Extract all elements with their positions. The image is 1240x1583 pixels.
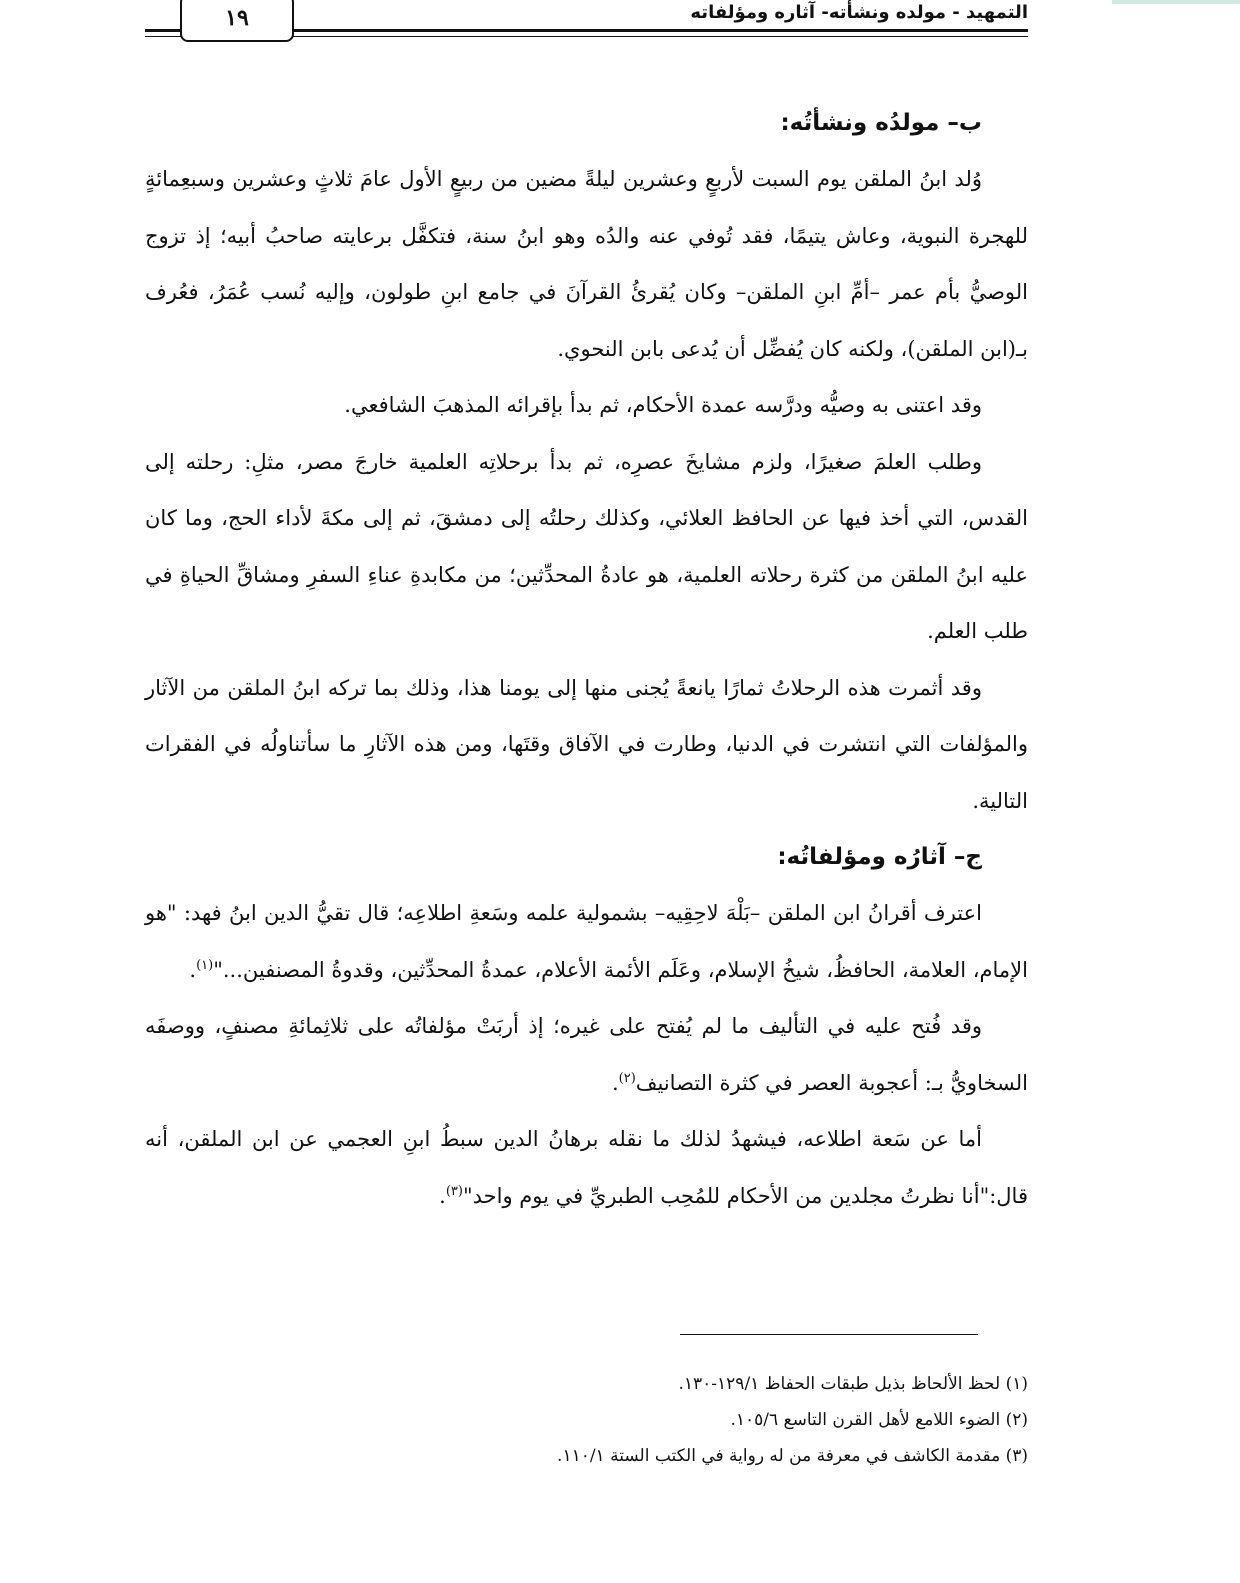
paragraph: وطلب العلمَ صغيرًا، ولزم مشايخَ عصرِه، ثم بدأ برحلاتِه العلمية خارجَ مصر، مثلِ: رحلته إلى القدس، التي أخذ فيها عن الحافظ العلائي، وكذلك رحلتُه إلى دمشقَ، ثم إلى مكةَ لأداء الحج، وما كان عليه ابنُ الملقن من كثرة رحلاته العلمية، هو عادةُ المحدِّثين؛ من مكابدةِ عناءِ السفرِ ومشاقِّ الحياةِ في طلب العلم. — [145, 449, 1028, 643]
paragraph: وقد أثمرت هذه الرحلاتُ ثمارًا يانعةً يُجنى منها إلى يومنا هذا، وذلك بما تركه ابنُ الملقن من الآثار والمؤلفات التي انتشرت في الدنيا، وطارت في الآفاق وقتَها، ومن هذه الآثارِ ما سأتناولُه في الفقرات التالية. — [145, 675, 1028, 813]
footnote-separator — [680, 1334, 978, 1335]
running-header — [145, 0, 1028, 40]
paragraph: وقد اعتنى به وصيُّه ودرَّسه عمدة الأحكام، ثم بدأ بإقرائه المذهبَ الشافعي. — [344, 393, 982, 417]
paragraph-text: اعترف أقرانُ ابن الملقن –بَلْهَ لاحِقِيه– بشمولية علمه وسَعةِ اطلاعِه؛ قال تقيُّ الدين ابنُ فهد: "هو الإمام، العلامة، الحافظُ، شيخُ الإسلام، وعَلَم الأئمة الأعلام، عمدةُ المحدِّثين، وقدوةُ المصنفين..." — [145, 901, 1028, 982]
section-heading-works: ج– آثارُه ومؤلفاتُه: — [777, 844, 982, 870]
footnote: (٣) مقدمة الكاشف في معرفة من له رواية في الكتب الستة ١١٠/١. — [557, 1446, 1028, 1466]
section-heading-birth: ب– مولدُه ونشأتُه: — [780, 110, 982, 136]
footnote-ref: (٣) — [445, 1183, 463, 1199]
footnote-ref: (٢) — [618, 1070, 636, 1086]
paragraph — [145, 998, 1028, 1111]
corner-decoration — [1112, 0, 1240, 4]
paragraph-end: . — [189, 957, 197, 982]
paragraph-text: أما عن سَعة اطلاعه، فيشهدُ لذلك ما نقله برهانُ الدين سبطُ ابنِ العجمي عن ابن الملقن، أنه قال:"أنا نظرتُ مجلدين من الأحكام للمُحِب الطبريِّ في يوم واحد" — [145, 1127, 1028, 1208]
footnote: (١) لحظ الألحاظ بذيل طبقات الحفاظ ١٢٩/١-١٣٠. — [678, 1374, 1028, 1394]
header-title: التمهيد - مولده ونشأته- آثاره ومؤلفاته — [690, 2, 1028, 23]
footnote-ref: (١) — [196, 957, 214, 973]
paragraph-text: وقد فُتح عليه في التأليف ما لم يُفتح على غيره؛ إذ أربَتْ مؤلفاتُه على ثلاثِمائةِ مصنفٍ، ووصفَه السخاويُّ بـ: أعجوبة العصر في كثرة التصانيف — [145, 1014, 1028, 1095]
main-text — [145, 95, 1028, 1224]
paragraph — [145, 1111, 1028, 1224]
page-number: ١٩ — [180, 0, 294, 42]
paragraph-end: . — [439, 1183, 446, 1208]
paragraph — [145, 885, 1028, 998]
paragraph-end: . — [611, 1070, 619, 1095]
paragraph: وُلد ابنُ الملقن يوم السبت لأربعٍ وعشرين ليلةً مضين من ربيعٍ الأول عامَ ثلاثٍ وعشرين وسبعِمائةٍ للهجرة النبوية، وعاش يتيمًا، فقد تُوفي عنه والدُه وهو ابنُ سنة، فتكفَّل برعايته صاحبُ أبيه؛ إذ تزوج الوصيُّ بأم عمر –أمِّ ابنِ الملقن– وكان يُقرئُ القرآنَ في جامع ابنِ طولون، وإليه نُسب عُمَرُ، فعُرف بـ(ابن الملقن)، ولكنه كان يُفضِّل أن يُدعى بابن النحوي. — [145, 167, 1028, 361]
footnote: (٢) الضوء اللامع لأهل القرن التاسع ١٠٥/٦. — [730, 1410, 1028, 1430]
footnotes — [145, 1366, 1028, 1474]
